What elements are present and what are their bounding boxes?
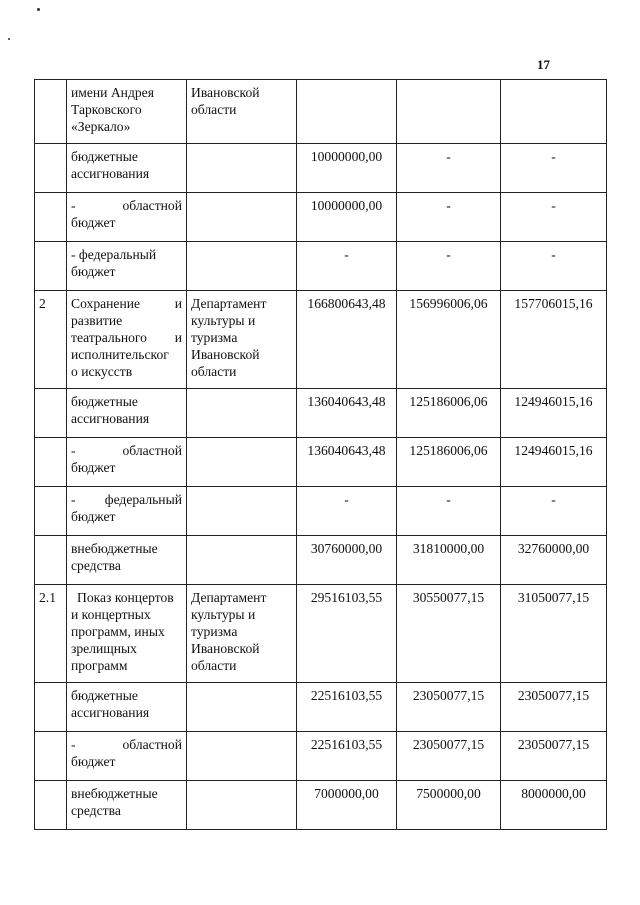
value-year-3: 23050077,15	[501, 732, 607, 781]
value-year-1: 22516103,55	[297, 683, 397, 732]
item-name: бюджетные ассигнования	[67, 683, 187, 732]
item-name: внебюджетные средства	[67, 781, 187, 830]
row-number	[35, 683, 67, 732]
value-year-2: 125186006,06	[397, 438, 501, 487]
scan-speck	[37, 8, 40, 11]
table-row	[35, 781, 607, 830]
table-row	[35, 585, 607, 683]
value-year-3: 157706015,16	[501, 291, 607, 389]
item-name: имени Андрея Тарковского «Зеркало»	[67, 80, 187, 144]
value-year-2: -	[397, 144, 501, 193]
value-year-2: 125186006,06	[397, 389, 501, 438]
value-year-3: -	[501, 144, 607, 193]
value-year-1: 29516103,55	[297, 585, 397, 683]
value-year-2: 23050077,15	[397, 683, 501, 732]
department	[187, 438, 297, 487]
table-row	[35, 732, 607, 781]
item-name: - федеральный бюджет	[67, 242, 187, 291]
value-year-1: 136040643,48	[297, 389, 397, 438]
table-row	[35, 487, 607, 536]
table-row	[35, 193, 607, 242]
item-name: - федеральный бюджет	[67, 487, 187, 536]
department	[187, 242, 297, 291]
value-year-2: -	[397, 193, 501, 242]
item-name: - областной бюджет	[67, 438, 187, 487]
value-year-3: -	[501, 193, 607, 242]
row-number	[35, 242, 67, 291]
department	[187, 144, 297, 193]
value-year-1: 7000000,00	[297, 781, 397, 830]
table-row	[35, 389, 607, 438]
value-year-1: 22516103,55	[297, 732, 397, 781]
value-year-3: 8000000,00	[501, 781, 607, 830]
department	[187, 781, 297, 830]
item-name: Сохранение и развитие театрального и исполнительског о искусств	[67, 291, 187, 389]
value-year-2: -	[397, 242, 501, 291]
table-row	[35, 144, 607, 193]
value-year-3: -	[501, 487, 607, 536]
value-year-1: 10000000,00	[297, 193, 397, 242]
department	[187, 683, 297, 732]
budget-table	[34, 79, 607, 830]
value-year-1: 10000000,00	[297, 144, 397, 193]
row-number	[35, 80, 67, 144]
item-name: Показ концертов и концертных программ, иных зрелищных программ	[67, 585, 187, 683]
value-year-3: 23050077,15	[501, 683, 607, 732]
row-number	[35, 536, 67, 585]
item-name: внебюджетные средства	[67, 536, 187, 585]
row-number: 2	[35, 291, 67, 389]
row-number	[35, 438, 67, 487]
scan-speck	[8, 38, 10, 40]
row-number	[35, 487, 67, 536]
value-year-1: 166800643,48	[297, 291, 397, 389]
row-number	[35, 781, 67, 830]
department: Департамент культуры и туризма Ивановской области	[187, 585, 297, 683]
department	[187, 536, 297, 585]
value-year-2: 23050077,15	[397, 732, 501, 781]
item-name: - областной бюджет	[67, 732, 187, 781]
item-name: - областной бюджет	[67, 193, 187, 242]
row-number	[35, 144, 67, 193]
department	[187, 732, 297, 781]
value-year-2: 30550077,15	[397, 585, 501, 683]
value-year-2: -	[397, 487, 501, 536]
value-year-3: 124946015,16	[501, 389, 607, 438]
item-name: бюджетные ассигнования	[67, 389, 187, 438]
department: Департамент культуры и туризма Ивановской области	[187, 291, 297, 389]
value-year-2: 7500000,00	[397, 781, 501, 830]
department: Ивановской области	[187, 80, 297, 144]
value-year-3: -	[501, 242, 607, 291]
value-year-3: 31050077,15	[501, 585, 607, 683]
item-name: бюджетные ассигнования	[67, 144, 187, 193]
value-year-2: 156996006,06	[397, 291, 501, 389]
table-row	[35, 242, 607, 291]
table-row	[35, 291, 607, 389]
value-year-3: 124946015,16	[501, 438, 607, 487]
value-year-1	[297, 80, 397, 144]
value-year-1: 30760000,00	[297, 536, 397, 585]
row-number	[35, 732, 67, 781]
value-year-3	[501, 80, 607, 144]
row-number	[35, 193, 67, 242]
department	[187, 389, 297, 438]
value-year-1: 136040643,48	[297, 438, 397, 487]
department	[187, 193, 297, 242]
table-row	[35, 536, 607, 585]
table-row	[35, 438, 607, 487]
value-year-1: -	[297, 487, 397, 536]
value-year-2: 31810000,00	[397, 536, 501, 585]
department	[187, 487, 297, 536]
row-number: 2.1	[35, 585, 67, 683]
value-year-3: 32760000,00	[501, 536, 607, 585]
page-number: 17	[537, 57, 550, 72]
table-row	[35, 80, 607, 144]
table-row	[35, 683, 607, 732]
row-number	[35, 389, 67, 438]
value-year-1: -	[297, 242, 397, 291]
value-year-2	[397, 80, 501, 144]
